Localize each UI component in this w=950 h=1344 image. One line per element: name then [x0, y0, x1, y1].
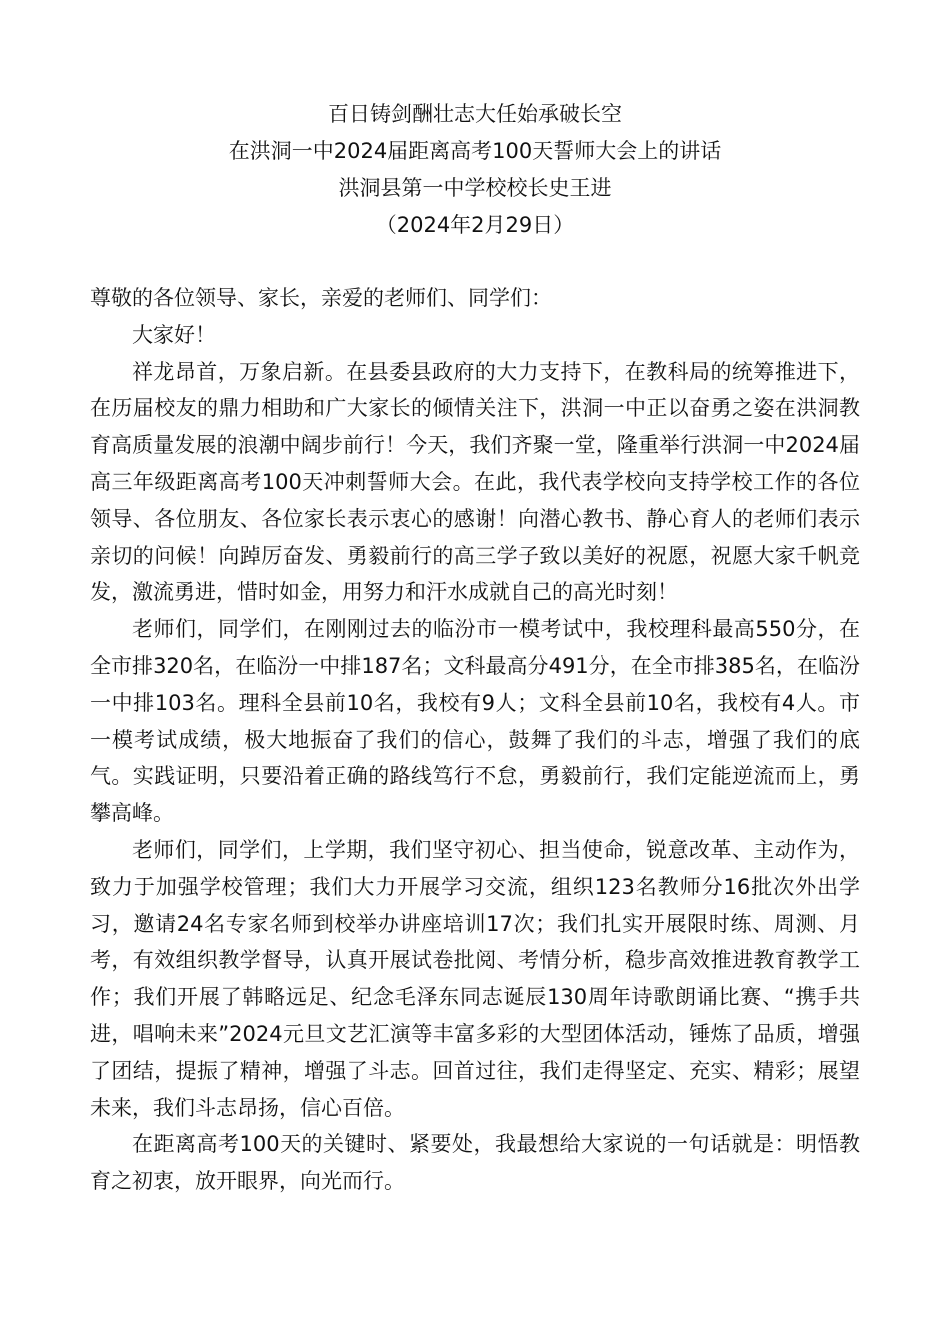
paragraph: 祥龙昂首，万象启新。在县委县政府的大力支持下，在教科局的统筹推进下，在历届校友的鼎力相助和广大家长的倾情关注下，洪洞一中正以奋勇之姿在洪洞教育高质量发展的浪潮中阔步前行！今天，我们齐聚一堂，隆重举行洪洞一中2024届高三年级距离高考100天冲刺誓师大会。在此，我代表学校向支持学校工作的各位领导、各位朋友、各位家长表示衷心的感谢！向潜心教书、静心育人的老师们表示亲切的问候！向踔厉奋发、勇毅前行的高三学子致以美好的祝愿，祝愿大家千帆竞发，激流勇进，惜时如金，用努力和汗水成就自己的高光时刻！ — [90, 359, 860, 605]
greeting: 大家好！ — [132, 322, 216, 347]
speech-body — [90, 280, 860, 1200]
paragraph: 在距离高考100天的关键时、紧要处，我最想给大家说的一句话就是：明悟教育之初衷，放开眼界，向光而行。 — [90, 1132, 860, 1194]
speech-date: （2024年2月29日） — [375, 213, 575, 237]
paragraph: 老师们，同学们，上学期，我们坚守初心、担当使命，锐意改革、主动作为，致力于加强学校管理；我们大力开展学习交流，组织123名教师分16批次外出学习，邀请24名专家名师到校举办讲座培训17次；我们扎实开展限时练、周测、月考，有效组织教学督导，认真开展试卷批阅、考情分析，稳步高效推进教育教学工作；我们开展了韩略远足、纪念毛泽东同志诞辰130周年诗歌朗诵比赛、“携手共进，唱响未来”2024元旦文艺汇演等丰富多彩的大型团体活动，锤炼了品质，增强了团结，提振了精神，增强了斗志。回首过往，我们走得坚定、充实、精彩；展望未来，我们斗志昂扬，信心百倍。 — [90, 837, 860, 1120]
speaker-line: 洪洞县第一中学校校长史王进 — [338, 176, 612, 200]
speech-subtitle: 在洪洞一中2024届距离高考100天誓师大会上的讲话 — [228, 139, 722, 163]
document-header — [0, 96, 950, 244]
salutation: 尊敬的各位领导、家长，亲爱的老师们、同学们： — [90, 286, 552, 310]
speech-title: 百日铸剑酬壮志大任始承破长空 — [328, 102, 622, 126]
paragraph: 老师们，同学们，在刚刚过去的临汾市一模考试中，我校理科最高550分，在全市排320名，在临汾一中排187名；文科最高分491分，在全市排385名，在临汾一中排103名。理科全县前10名，我校有9人；文科全县前10名，我校有4人。市一模考试成绩，极大地振奋了我们的信心，鼓舞了我们的斗志，增强了我们的底气。实践证明，只要沿着正确的路线笃行不怠，勇毅前行，我们定能逆流而上，勇攀高峰。 — [90, 617, 860, 826]
